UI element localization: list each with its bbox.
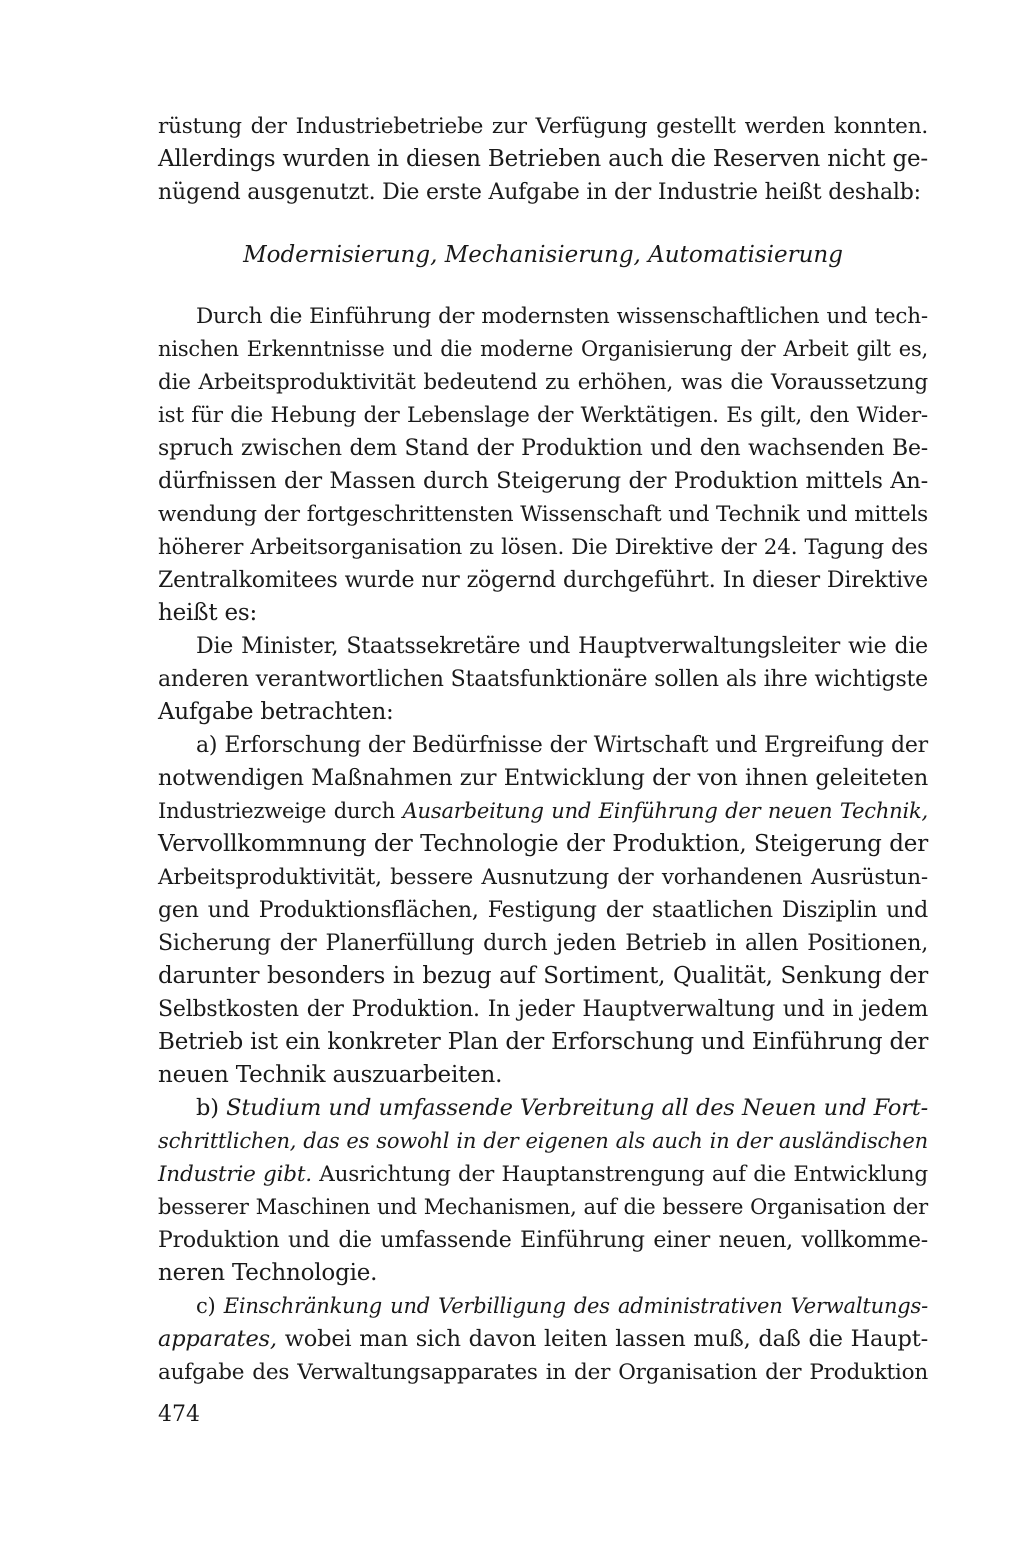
emphasis-run: Studium und umfassende Verbreitung all des Neuen und Fort- [226, 1095, 929, 1121]
emphasis-run: Ausarbeitung und Einführung der neuen Technik, [402, 799, 928, 823]
page-body [158, 110, 928, 1389]
text-line: Betrieb ist ein konkreter Plan der Erforschung und Einführung der [158, 1029, 929, 1055]
text-line: Durch die Einführung der modernsten wissenschaftlichen und tech- [196, 304, 928, 329]
paragraph-3 [158, 630, 928, 729]
text-line [158, 795, 928, 828]
paragraph-1 [158, 110, 928, 209]
list-item-c [158, 1290, 928, 1389]
text-line: schrittlichen, das es sowohl in der eigenen als auch in der ausländischen [158, 1129, 928, 1153]
text-line: spruch zwischen dem Stand der Produktion und den wachsenden Be- [158, 436, 928, 461]
text-line: gen und Produktionsflächen, Festigung der staatlichen Disziplin und [158, 898, 928, 923]
text-line: a) Erforschung der Bedürfnisse der Wirtschaft und Ergreifung der [196, 733, 928, 758]
text-line: ist für die Hebung der Lebenslage der Werktätigen. Es gilt, den Wider- [158, 403, 928, 428]
text-run: Ausrichtung der Hauptanstrengung auf die Entwicklung [311, 1162, 928, 1187]
text-line: rüstung der Industriebetriebe zur Verfügung gestellt werden konnten. [158, 114, 928, 139]
text-line: Die Minister, Staatssekretäre und Hauptverwaltungsleiter wie die [196, 634, 928, 659]
emphasis-run: apparates, [158, 1326, 277, 1352]
text-line: dürfnissen der Massen durch Steigerung der Produktion mittels An- [158, 468, 928, 494]
text-line [158, 1323, 928, 1356]
paragraph-2 [158, 300, 928, 630]
text-line [158, 1158, 928, 1191]
text-line: notwendigen Maßnahmen zur Entwicklung der von ihnen geleiteten [158, 765, 928, 791]
text-line: besserer Maschinen und Mechanismen, auf die bessere Organisation der [158, 1195, 928, 1219]
text-line: anderen verantwortlichen Staatsfunktionäre sollen als ihre wichtigste [158, 667, 928, 692]
text-line [158, 1290, 928, 1323]
text-run: Industriezweige durch [158, 799, 403, 823]
text-line: nügend ausgenutzt. Die erste Aufgabe in der Industrie heißt deshalb: [158, 180, 921, 205]
emphasis-run: Industrie gibt. [158, 1162, 312, 1187]
text-line: Aufgabe betrachten: [158, 699, 394, 725]
text-line: Arbeitsproduktivität, bessere Ausnutzung der vorhandenen Ausrüstun- [158, 865, 928, 890]
text-line: Produktion und die umfassende Einführung einer neuen, vollkomme- [158, 1228, 928, 1253]
text-run: wobei man sich davon leiten lassen muß, daß die Haupt- [276, 1326, 928, 1352]
text-line: höherer Arbeitsorganisation zu lösen. Die Direktive der 24. Tagung des [158, 535, 928, 560]
emphasis-run: Einschränkung und Verbilligung des administrativen Verwaltungs- [223, 1294, 929, 1318]
text-line: neren Technologie. [158, 1260, 378, 1286]
text-line: heißt es: [158, 600, 258, 626]
list-item-a [158, 729, 928, 1092]
text-line [158, 1092, 928, 1125]
text-run: c) [196, 1294, 224, 1318]
text-line: Allerdings wurden in diesen Betrieben auch die Reserven nicht ge- [158, 146, 928, 172]
text-line: Selbstkosten der Produktion. In jeder Hauptverwaltung und in jedem [158, 997, 928, 1022]
text-line: nischen Erkenntnisse und die moderne Organisierung der Arbeit gilt es, [158, 337, 928, 361]
text-line: Zentralkomitees wurde nur zögernd durchgeführt. In dieser Direktive [158, 568, 928, 593]
list-item-b [158, 1092, 928, 1290]
text-line: Vervollkommnung der Technologie der Produktion, Steigerung der [158, 831, 928, 857]
text-line: neuen Technik auszuarbeiten. [158, 1062, 503, 1088]
text-line: die Arbeitsproduktivität bedeutend zu erhöhen, was die Voraussetzung [158, 370, 928, 395]
section-heading: Modernisierung, Mechanisierung, Automatisierung [243, 242, 843, 268]
text-line: wendung der fortgeschrittensten Wissenschaft und Technik und mittels [158, 502, 928, 527]
text-line: darunter besonders in bezug auf Sortiment, Qualität, Senkung der [158, 963, 928, 989]
page-number: 474 [158, 1402, 200, 1427]
text-line: aufgabe des Verwaltungsapparates in der Organisation der Produktion [158, 1360, 928, 1385]
text-line: Sicherung der Planerfüllung durch jeden Betrieb in allen Positionen, [158, 931, 928, 956]
text-run: b) [196, 1095, 227, 1121]
